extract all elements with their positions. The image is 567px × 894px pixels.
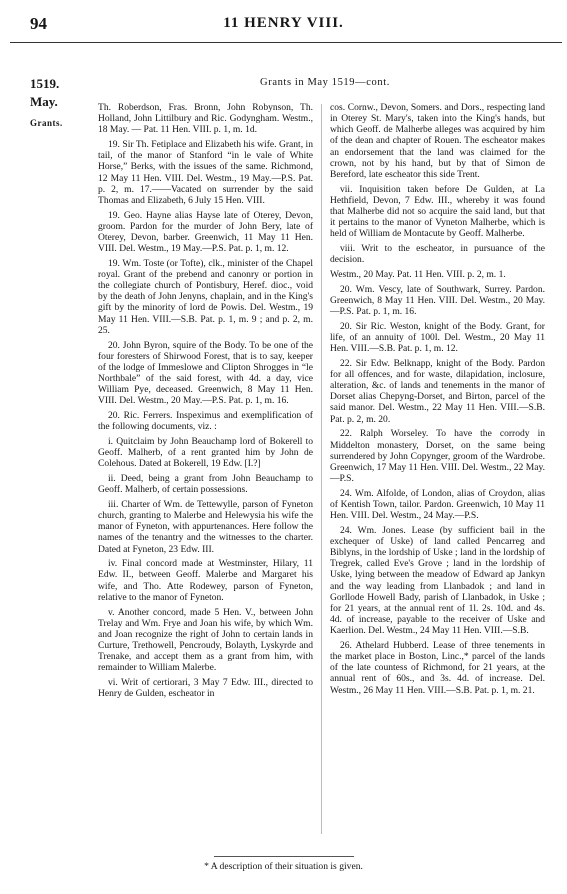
- entry-paragraph: vii. Inquisition taken before De Gulden, at La Hethfield, Devon, 7 Edw. III., whereby it was found that Malherbe did not so acquire the said land, but that it pertains to the manor of Vyneton Malherbe, which is held of William de Montacute by Geoff. Malherbe.: [330, 183, 545, 240]
- margin-section: Grants.: [30, 118, 63, 128]
- running-title: 11 HENRY VIII.: [223, 15, 344, 31]
- footnote-rule: [214, 856, 354, 857]
- entry-paragraph: 22. Ralph Worseley. To have the corrody in Middelton monastery, Dorset, on the same being surrendered by John Copynger, groom of the Wardrobe. Greenwich, 17 May 11 Hen. VIII. Del. Westm., 22 May.—P.S.: [330, 428, 545, 484]
- entry-paragraph: viii. Writ to the escheator, in pursuance of the decision.: [330, 243, 545, 266]
- section-heading: Grants in May 1519—cont.: [260, 77, 390, 88]
- entry-paragraph: 20. John Byron, squire of the Body. To be one of the four foresters of Shirwood Forest, that is to say, keeper of the lodge of Immeslowe and Clipton Shrogges in “le Northbale” of the said forest, with 4d. a day, vice William Pye, deceased. Greenwich, 8 May 11 Hen. VIII. Del. Westm., 20 May.—P.S. Pat. p. 1, m. 16.: [98, 339, 313, 407]
- entry-paragraph: 24. Wm. Jones. Lease (by sufficient bail in the exchequer of Uske) of land called Pencarreg and Biblyns, in the lordship of Uske ; land in the lordship of Tregrek, called Eve's Grove ; land in the lordship of Uske, lying between the meadow of Edward ap Jankyn and the way leading from Llanbadok ; and land in Gorllode Howell Bady, parish of Llanbadok, in Uske ; for 21 years, at the annual rent of 1l. 2s. 10d. and 4s. 4d. of increase, payable to the receiver of Uske and Kaerlion. Del. Westm., 24 May 11 Hen. VIII.—S.B.: [330, 524, 545, 637]
- entry-paragraph: 20. Wm. Vescy, late of Southwark, Surrey. Pardon. Greenwich, 8 May 11 Hen. VIII. Del. Westm., 20 May.—P.S. Pat. p. 1, m. 16.: [330, 283, 545, 318]
- entry-paragraph: cos. Cornw., Devon, Somers. and Dors., respecting land in Oterey St. Mary's, taken into the King's hands, but which Geoff. de Malherbe alleges was acquired by him of the dean and chapter of Rouen. The escheator makes an endorsement that the land was claimed for the crown, not by his hand, but by that of Simon de Bereford, late escheator this side Trent.: [330, 102, 545, 180]
- header-rule: [10, 42, 562, 43]
- footnote: * A description of their situation is given.: [204, 861, 363, 872]
- right-column: [330, 102, 545, 699]
- entry-paragraph: 19. Sir Th. Fetiplace and Elizabeth his wife. Grant, in tail, of the manor of Stanford “in le vale of White Horse,” Berks, with the issues of the same. Richmond, 12 May 11 Hen. VIII. Del. Westm., 19 May.—P.S. Pat. p. 2, m. 17.——Vacated on surrender by the said Thomas and Elizabeth, 6 July 15 Hen. VIII.: [98, 139, 313, 206]
- entry-paragraph: 20. Sir Ric. Weston, knight of the Body. Grant, for life, of an annuity of 100l. Del. Westm., 20 May 11 Hen. VIII.—S.B. Pat. p. 1, m. 12.: [330, 320, 545, 355]
- entry-paragraph: iii. Charter of Wm. de Tettewylle, parson of Fyneton church, granting to Malerbe and Helewysia his wife the manor of Fyneton, with appurtenances. Here follow the names of the tenantry and the witnesses to the charter. Dated at Fyneton, 23 Edw. III.: [98, 498, 313, 555]
- entry-paragraph: 22. Sir Edw. Belknapp, knight of the Body. Pardon for all offences, and for waste, dilapidation, inclosure, alteration, &c. of lands and tenements in the manor of Dorset alias Chepyng-Dorset, and Birton, parcel of the said manor. Del. Westm., 22 May 11 Hen. VIII.—S.B. Pat. p. 2, m. 20.: [330, 357, 545, 425]
- entry-paragraph: 24. Wm. Alfolde, of London, alias of Croydon, alias of Kentish Town, tailor. Pardon. Greenwich, 10 May 11 Hen. VIII. Del. Westm., 24 May.—P.S.: [330, 487, 545, 522]
- entry-paragraph: 26. Athelard Hubberd. Lease of three tenements in the market place in Boston, Linc.,* parcel of the lands of the late countess of Richmond, for 21 years, at the annual rent of 60s., and 3s. 4d. of increase. Del. Westm., 26 May 11 Hen. VIII.—S.B. Pat. p. 1, m. 21.: [330, 639, 545, 696]
- entry-paragraph: vi. Writ of certiorari, 3 May 7 Edw. III., directed to Henry de Gulden, escheator in: [98, 677, 313, 700]
- entry-paragraph: iv. Final concord made at Westminster, Hilary, 11 Edw. II., between Geoff. Malerbe and Margaret his wife, and Tho. Atte Rodewey, parson of Fyneton, relative to the manor of Fyneton.: [98, 558, 313, 603]
- entry-paragraph: ii. Deed, being a grant from John Beauchamp to Geoff. Malherb, of certain possessions.: [98, 473, 313, 496]
- margin-month: May.: [30, 94, 58, 109]
- entry-paragraph: i. Quitclaim by John Beauchamp lord of Bokerell to Geoff. Malherb, of a rent granted him by John de Colehous. Dated at Bokerell, 19 Edw. [I.?]: [98, 435, 313, 470]
- left-column: [98, 102, 313, 703]
- entry-paragraph: 19. Geo. Hayne alias Hayse late of Oterey, Devon, groom. Pardon for the murder of John Bery, late of Oterey, Devon, barber. Greenwich, 11 May 11 Hen. VIII. Del. Westm., 19 May.—P.S. Pat. p. 1, m. 12.: [98, 209, 313, 255]
- column-divider: [321, 104, 322, 834]
- entry-paragraph: v. Another concord, made 5 Hen. V., between John Trelay and Wm. Frye and Joan his wife, by which Wm. and Joan recognize the right of John to certain lands in Curture, Trethowell, Pencroudy, Bolayth, Lyskyrde and Trenake, and accept them as a grant from him, with remainder to William Malerbe.: [98, 606, 313, 674]
- entry-paragraph: Westm., 20 May. Pat. 11 Hen. VIII. p. 2, m. 1.: [330, 268, 506, 280]
- page-number: 94: [30, 14, 47, 33]
- entry-paragraph: Th. Roberdson, Fras. Bronn, John Robynson, Th. Holland, John Littilbury and Ric. Godyngham. Westm., 18 May. — Pat. 11 Hen. VIII. p. 1, m. 1d.: [98, 102, 313, 136]
- margin-year: 1519.: [30, 76, 60, 91]
- entry-paragraph: 20. Ric. Ferrers. Inspeximus and exemplification of the following documents, viz. :: [98, 410, 313, 433]
- entry-paragraph: 19. Wm. Toste (or Tofte), clk., minister of the Chapel royal. Grant of the prebend and canonry or portion in the collegiate church of Pontisbury, Heref. dioc., void by the death of John Jenyns, chaplain, and in the King's gift by the minority of lord de Powis. Del. Westm., 19 May 11 Hen. VIII.—S.B. Pat. p. 1, m. 9 ; and p. 2, m. 25.: [98, 257, 313, 336]
